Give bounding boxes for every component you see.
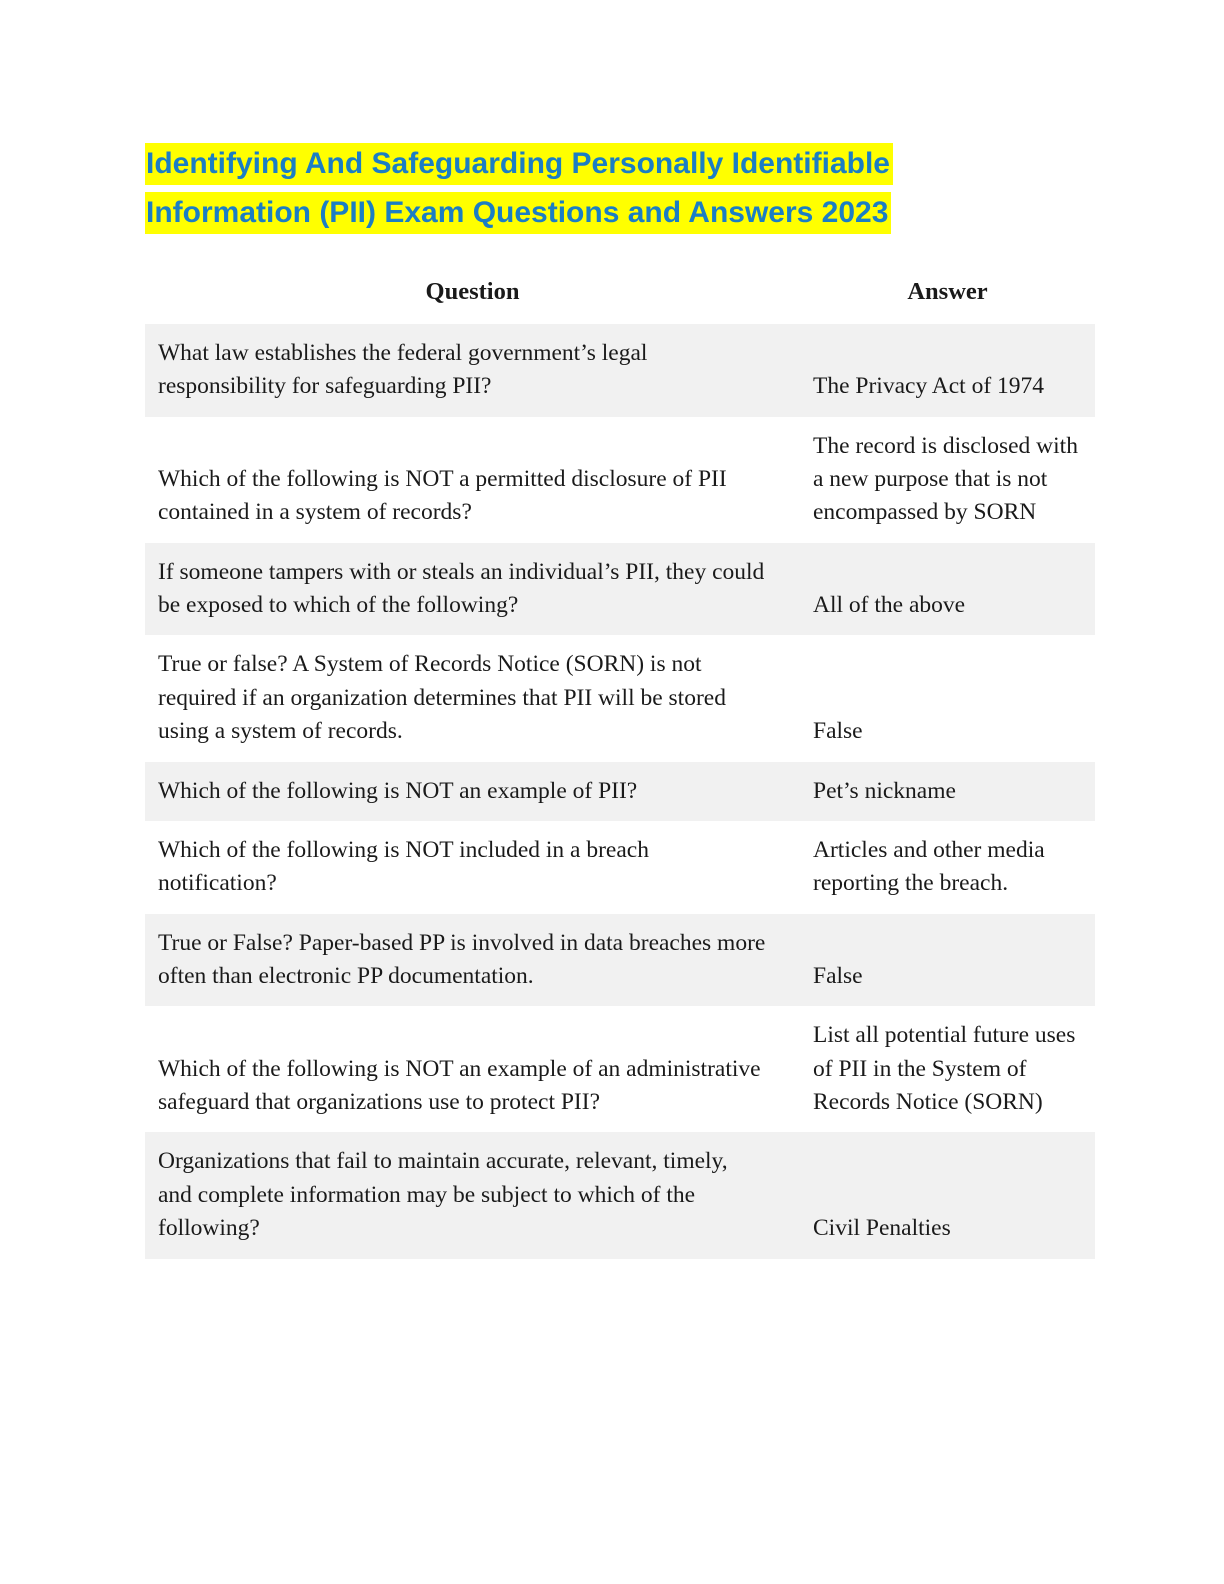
question-cell: True or False? Paper-based PP is involved in data breaches more often than electronic PP documentation. (158, 929, 766, 989)
question-cell: Which of the following is NOT a permitted disclosure of PII contained in a system of records? (158, 466, 727, 526)
table-row (145, 324, 1095, 417)
question-cell: Organizations that fail to maintain accurate, relevant, timely, and complete information may be subject to which of the following? (158, 1148, 728, 1242)
answer-cell: Civil Penalties (813, 1215, 951, 1242)
question-column-header: Question (425, 278, 520, 306)
table-row (145, 635, 1095, 761)
title-highlight-line-2: Information (PII) Exam Questions and Answers 2023 (145, 192, 891, 234)
answer-cell: The Privacy Act of 1974 (813, 373, 1045, 400)
question-cell: What law establishes the federal government’s legal responsibility for safeguarding PII? (158, 339, 648, 400)
answer-cell: False (813, 718, 863, 745)
table-row (145, 417, 1095, 543)
table-row (145, 821, 1095, 914)
question-cell: Which of the following is NOT an example of an administrative safeguard that organizations use to protect PII? (158, 1055, 761, 1116)
table-row (145, 1132, 1095, 1258)
answer-cell: All of the above (813, 592, 966, 619)
question-cell: Which of the following is NOT included in a breach notification? (158, 836, 649, 897)
answer-column-header: Answer (907, 278, 988, 306)
qa-table (145, 271, 1095, 1258)
answer-cell: The record is disclosed with a new purpose that is not encompassed by SORN (813, 432, 1078, 526)
table-row (145, 543, 1095, 636)
table-row (145, 762, 1095, 821)
answer-cell: Pet’s nickname (813, 777, 956, 804)
table-row (145, 1006, 1095, 1132)
answer-cell: Articles and other media reporting the breach. (813, 836, 1045, 897)
title-highlight-line-1: Identifying And Safeguarding Personally Identifiable (145, 143, 893, 185)
table-header-row (145, 271, 1095, 324)
question-cell: Which of the following is NOT an example of PII? (158, 777, 638, 804)
question-cell: True or false? A System of Records Notice (SORN) is not required if an organization determines that PII will be stored using a system of records. (158, 651, 726, 745)
question-cell: If someone tampers with or steals an individual’s PII, they could be exposed to which of the following? (158, 558, 765, 619)
answer-cell: False (813, 963, 863, 989)
answer-cell: List all potential future uses of PII in the System of Records Notice (SORN) (813, 1022, 1076, 1116)
table-row (145, 914, 1095, 1007)
document-title (145, 140, 1095, 237)
